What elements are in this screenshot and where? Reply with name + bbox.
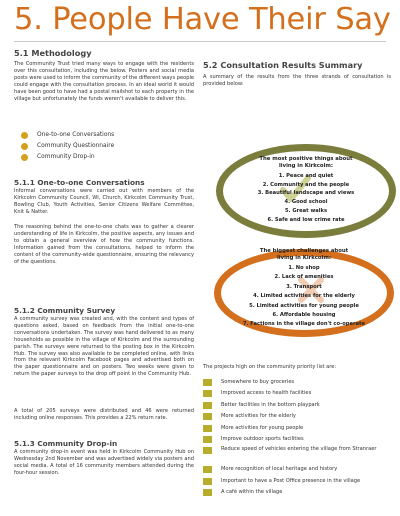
survey-heading: 5.1.2 Community Survey: [14, 306, 116, 315]
challenge-item: 7. Factions in the village don't co-operate: [242, 321, 366, 328]
one-to-one-paragraph-2: The reasoning behind the one-to-one chats was to gather a clearer understanding of life in Kirkcolm, the positive aspects, any issues and to obtain a general overview of how the community functions. Information gained from the consultations, helped to inform the content of the community-wide questionnaire, ensuring the relevancy of the questions.: [14, 224, 194, 265]
dropin-paragraph: A community drop-in event was held in Kirkcolm Community Hub on Wednesday 2nd November and was advertised widely via posters and social media. A total of 16 community members attended during the four-hour session.: [14, 449, 194, 476]
square-bullet-icon: [203, 478, 212, 485]
priority-item: [203, 487, 393, 498]
priority-label: Important to have a Post Office presence in the village: [221, 477, 361, 484]
challenge-item: 3. Transport: [286, 283, 322, 290]
positive-item: 1. Peace and quiet: [278, 173, 334, 179]
challenge-item: 1. No shop: [288, 265, 320, 271]
square-bullet-icon: [203, 402, 212, 409]
method-label: Community Drop-in: [37, 154, 95, 160]
methodology-intro: The Community Trust tried many ways to engage with the residents over this consultation, including the below. Posters and social media posts were used to inform the community of the different ways people could engage with the consultation process. In an ideal world it would have been good to have had a postal mailshot to each property in the village but unfortunately the funds weren't available to deliver this.: [14, 61, 194, 102]
square-bullet-icon: [203, 425, 212, 432]
priority-intro: The projects high on the community priority list are:: [203, 364, 337, 370]
priority-item: [203, 434, 393, 445]
priority-label: More activities for the elderly: [221, 413, 296, 420]
priority-label: Improve outdoor sports facilities: [221, 435, 304, 442]
results-heading: 5.2 Consultation Results Summary: [203, 60, 363, 70]
one-to-one-paragraph-1: Informal conversations were carried out with members of the Kirkcolm Community Council, WI, Church, Kirkcolm Community Trust, Bowling Club, Youth Activities, Senior Citizens Welfare Committee, Knit & Natter.: [14, 188, 194, 215]
priority-item: [203, 476, 393, 487]
challenge-item: 5. Limited activities for young people: [249, 302, 359, 309]
priority-label: More activities for young people: [221, 424, 304, 431]
priority-label: Somewhere to buy groceries: [221, 379, 295, 385]
priority-label: More recognition of local heritage and history: [221, 466, 338, 473]
square-bullet-icon: [203, 436, 212, 443]
circle-bullet-icon: [21, 143, 28, 150]
challenges-heading-line1: The biggest challenges about: [259, 248, 349, 254]
challenge-item: 4. Limited activities for the elderly: [253, 293, 355, 300]
priority-item: [203, 445, 393, 464]
methodology-heading: 5.1 Methodology: [14, 48, 92, 58]
priority-item: [203, 411, 393, 422]
circle-bullet-icon: [21, 154, 28, 161]
method-label: One-to-one Conversations: [37, 132, 115, 138]
one-to-one-heading: 5.1.1 One-to-one Conversations: [14, 178, 145, 187]
positive-things-panel: [216, 144, 396, 238]
circle-bullet-icon: [21, 132, 28, 139]
positive-item: 5. Great walks: [284, 207, 328, 214]
positive-item: 6. Safe and low crime rate: [267, 216, 345, 223]
title-divider: [14, 41, 386, 42]
priority-item: [203, 464, 393, 475]
priority-item: [203, 423, 393, 434]
priority-label: A café within the village: [221, 489, 283, 496]
challenges-content: [221, 248, 387, 330]
priority-label: Improved access to health facilities: [221, 390, 312, 397]
dropin-heading: 5.1.3 Community Drop-in: [14, 439, 118, 448]
square-bullet-icon: [203, 379, 212, 386]
square-bullet-icon: [203, 466, 212, 473]
results-intro: A summary of the results from the three strands of consultation is provided below:: [203, 74, 391, 87]
method-item: [20, 141, 114, 152]
method-item: [20, 152, 114, 163]
priority-item: [203, 400, 393, 411]
positive-heading-line1: The most positive things about: [259, 156, 353, 162]
positive-content: [223, 156, 389, 224]
square-bullet-icon: [203, 413, 212, 420]
positive-item: 4. Good school: [284, 199, 328, 206]
challenge-item: 6. Affordable housing: [272, 312, 336, 319]
positive-heading-line2: living in Kirkcolm:: [278, 163, 334, 169]
page-title: 5. People Have Their Say: [14, 2, 391, 37]
method-item: [20, 130, 114, 141]
survey-paragraph-1: A community survey was created and, with the content and types of questions asked, based on feedback from the initial one-to-one conversations undertaken. The survey was hand delivered to as many households as possible in the village of Kirkcolm and the surrounding parish. The surveys were returned to the posting box in the Kirkcolm Hub. The survey was also available to be completed online, with links from the relevant Kirkcolm Facebook pages and advertised both on the paper questionnaire and on posters. Two weeks were given to return the paper surveys to the drop off point in the Community Hub.: [14, 316, 194, 378]
positive-item: 2. Community and the people: [262, 181, 350, 188]
priority-list: [203, 377, 393, 499]
priority-item: [203, 388, 393, 399]
priority-label: Reduce speed of vehicles entering the village from Stranraer: [221, 446, 377, 453]
challenge-item: 2. Lack of amenities: [274, 274, 334, 281]
square-bullet-icon: [203, 390, 212, 397]
survey-paragraph-2: A total of 205 surveys were distributed and 46 were returned including online responses. This provides a 22% return rate.: [14, 408, 194, 421]
method-label: Community Questionnaire: [37, 143, 115, 149]
challenges-panel: [214, 249, 394, 337]
priority-item: [203, 377, 393, 388]
challenges-heading-line2: living in Kirkcolm:: [276, 255, 332, 261]
positive-item: 3. Beautiful landscape and views: [257, 190, 355, 197]
priority-label: Better facilities in the bottom playpark: [221, 401, 320, 408]
method-list: [20, 130, 114, 163]
square-bullet-icon: [203, 489, 212, 496]
square-bullet-icon: [203, 447, 212, 454]
